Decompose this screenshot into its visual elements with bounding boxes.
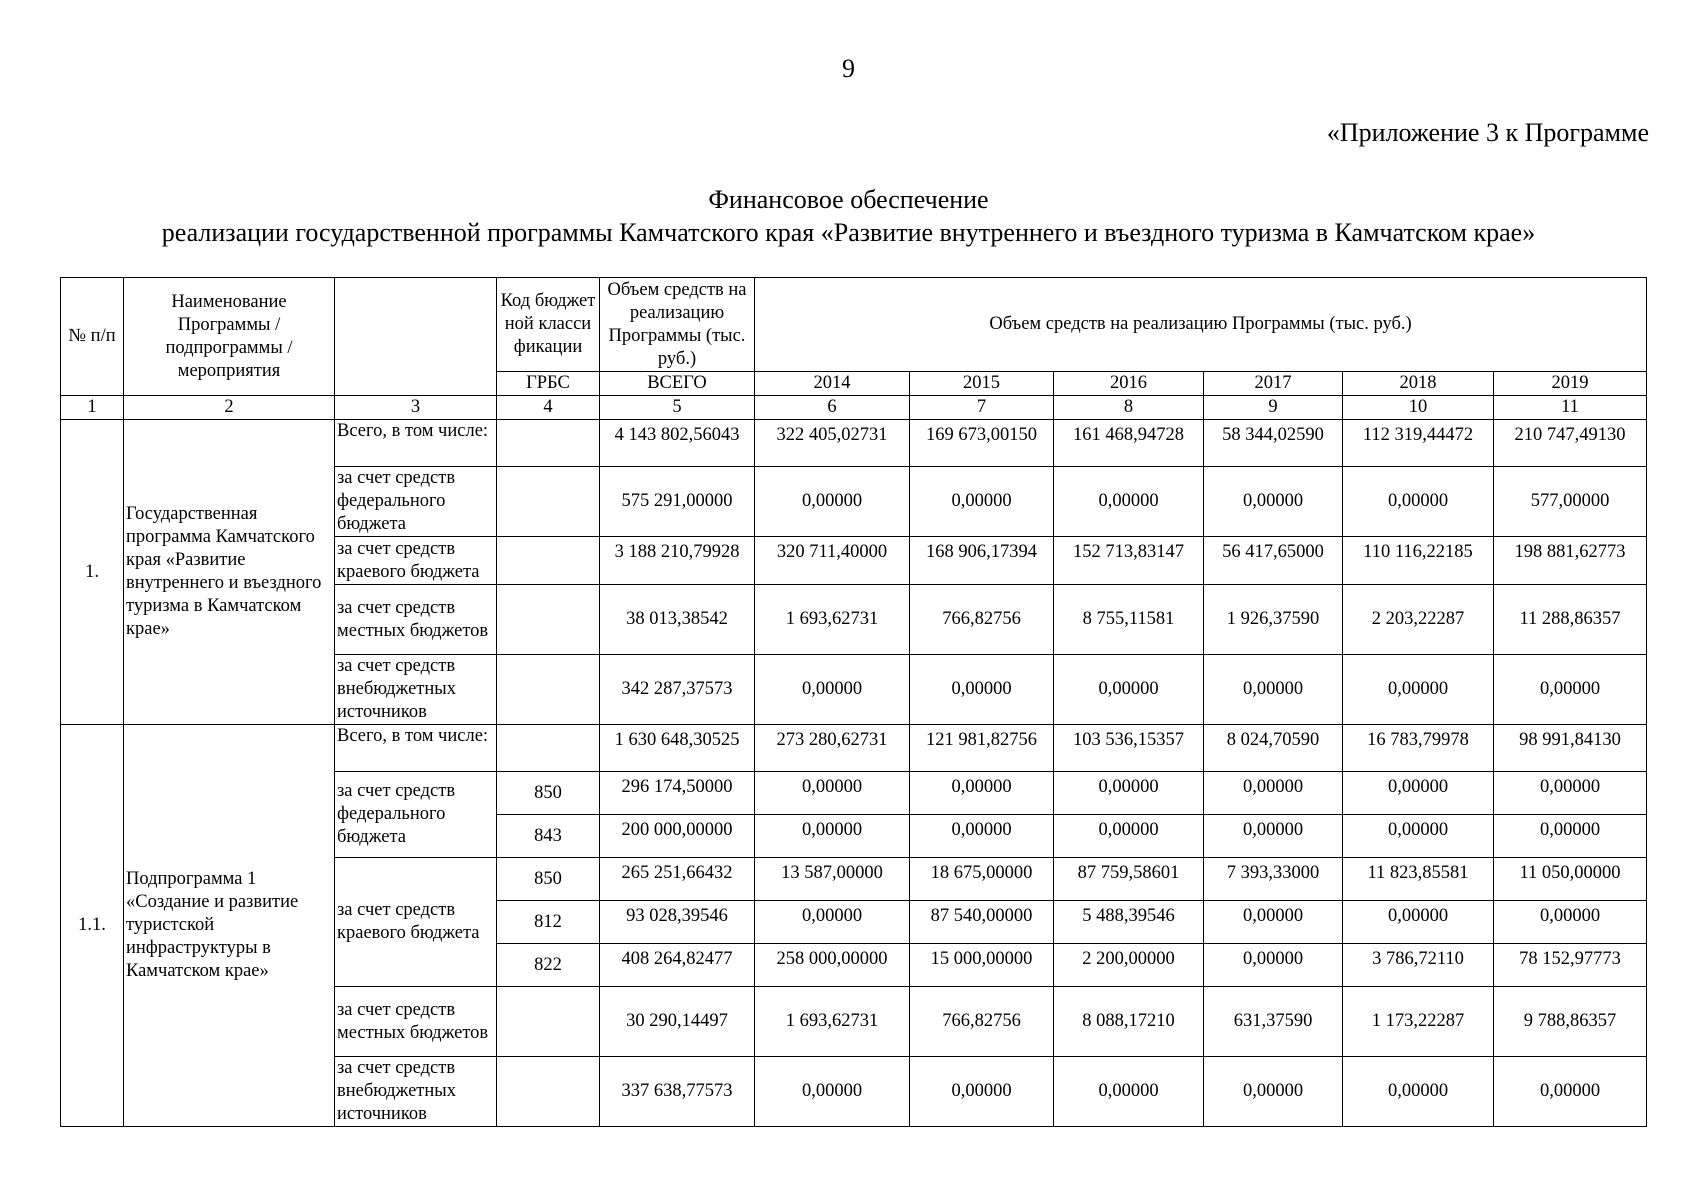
funding-source: за счет средств федерального бюджета xyxy=(335,467,497,537)
column-number-row xyxy=(61,396,1647,420)
column-number: 5 xyxy=(600,396,755,420)
financing-table xyxy=(60,277,1647,1127)
year-value: 9 788,86357 xyxy=(1494,987,1647,1057)
year-value: 198 881,62773 xyxy=(1494,537,1647,585)
funding-source: за счет средств внебюджетных источников xyxy=(335,1057,497,1127)
funding-source: за счет средств краевого бюджета xyxy=(335,858,497,987)
grbs-code xyxy=(497,655,600,725)
total-value: 1 630 648,30525 xyxy=(600,725,755,772)
year-value: 13 587,00000 xyxy=(755,858,910,901)
year-value: 11 050,00000 xyxy=(1494,858,1647,901)
year-value: 8 024,70590 xyxy=(1204,725,1343,772)
total-value: 337 638,77573 xyxy=(600,1057,755,1127)
header-year: 2019 xyxy=(1494,372,1647,396)
year-value: 0,00000 xyxy=(1343,467,1494,537)
header-total: Объем средств на реализацию Программы (тыс. руб.) xyxy=(600,278,755,372)
funding-source: Всего, в том числе: xyxy=(335,420,497,467)
total-value: 4 143 802,56043 xyxy=(600,420,755,467)
title-line-2: реализации государственной программы Камчатского края «Развитие внутреннего и въездного туризма в Камчатском крае» xyxy=(161,218,1536,247)
year-value: 3 786,72110 xyxy=(1343,944,1494,987)
grbs-code: 812 xyxy=(497,901,600,944)
grbs-code xyxy=(497,467,600,537)
row-number: 1. xyxy=(61,420,124,725)
funding-source: за счет средств местных бюджетов xyxy=(335,585,497,655)
year-value: 0,00000 xyxy=(910,655,1054,725)
total-value: 296 174,50000 xyxy=(600,772,755,815)
subprogram-name: Подпрограмма 1 «Создание и развитие туристской инфраструктуры в Камчатском крае» xyxy=(124,725,335,1127)
page-number: 9 xyxy=(842,54,855,83)
total-value: 93 028,39546 xyxy=(600,901,755,944)
year-value: 766,82756 xyxy=(910,585,1054,655)
total-value: 30 290,14497 xyxy=(600,987,755,1057)
document-title xyxy=(0,183,1697,249)
year-value: 0,00000 xyxy=(1054,655,1204,725)
year-value: 168 906,17394 xyxy=(910,537,1054,585)
grbs-code: 843 xyxy=(497,815,600,858)
year-value: 322 405,02731 xyxy=(755,420,910,467)
funding-source: за счет средств краевого бюджета xyxy=(335,537,497,585)
year-value: 0,00000 xyxy=(1494,815,1647,858)
year-value: 0,00000 xyxy=(1204,944,1343,987)
year-value: 0,00000 xyxy=(910,815,1054,858)
row-number: 1.1. xyxy=(61,725,124,1127)
year-value: 5 488,39546 xyxy=(1054,901,1204,944)
header-grbs: ГРБС xyxy=(497,372,600,396)
header-years-group: Объем средств на реализацию Программы (тыс. руб.) xyxy=(755,278,1647,372)
grbs-code xyxy=(497,1057,600,1127)
year-value: 78 152,97773 xyxy=(1494,944,1647,987)
year-value: 258 000,00000 xyxy=(755,944,910,987)
column-number: 8 xyxy=(1054,396,1204,420)
grbs-code: 850 xyxy=(497,772,600,815)
year-value: 0,00000 xyxy=(1343,815,1494,858)
year-value: 1 693,62731 xyxy=(755,987,910,1057)
year-value: 273 280,62731 xyxy=(755,725,910,772)
year-value: 2 203,22287 xyxy=(1343,585,1494,655)
year-value: 0,00000 xyxy=(1494,655,1647,725)
year-value: 0,00000 xyxy=(755,1057,910,1127)
year-value: 2 200,00000 xyxy=(1054,944,1204,987)
title-line-1: Финансовое обеспечение xyxy=(708,185,989,214)
year-value: 0,00000 xyxy=(1204,467,1343,537)
year-value: 0,00000 xyxy=(1343,772,1494,815)
total-value: 265 251,66432 xyxy=(600,858,755,901)
header-year: 2017 xyxy=(1204,372,1343,396)
table-row xyxy=(61,420,1647,467)
year-value: 0,00000 xyxy=(1204,655,1343,725)
year-value: 0,00000 xyxy=(1494,1057,1647,1127)
total-value: 342 287,37573 xyxy=(600,655,755,725)
year-value: 0,00000 xyxy=(1054,1057,1204,1127)
year-value: 0,00000 xyxy=(1204,772,1343,815)
year-value: 7 393,33000 xyxy=(1204,858,1343,901)
year-value: 0,00000 xyxy=(1054,772,1204,815)
header-vsego: ВСЕГО xyxy=(600,372,755,396)
year-value: 0,00000 xyxy=(1494,901,1647,944)
year-value: 87 759,58601 xyxy=(1054,858,1204,901)
year-value: 8 088,17210 xyxy=(1054,987,1204,1057)
year-value: 0,00000 xyxy=(755,655,910,725)
funding-source: Всего, в том числе: xyxy=(335,725,497,772)
year-value: 15 000,00000 xyxy=(910,944,1054,987)
year-value: 210 747,49130 xyxy=(1494,420,1647,467)
funding-source: за счет средств внебюджетных источников xyxy=(335,655,497,725)
header-source xyxy=(335,278,497,396)
year-value: 0,00000 xyxy=(1343,655,1494,725)
total-value: 575 291,00000 xyxy=(600,467,755,537)
header-name: Наименование Программы / подпрограммы / мероприятия xyxy=(124,278,335,396)
year-value: 11 288,86357 xyxy=(1494,585,1647,655)
appendix-caption: «Приложение 3 к Программе xyxy=(1326,118,1649,147)
year-value: 0,00000 xyxy=(1054,467,1204,537)
year-value: 0,00000 xyxy=(1204,815,1343,858)
year-value: 16 783,79978 xyxy=(1343,725,1494,772)
total-value: 200 000,00000 xyxy=(600,815,755,858)
grbs-code: 850 xyxy=(497,858,600,901)
column-number: 11 xyxy=(1494,396,1647,420)
total-value: 38 013,38542 xyxy=(600,585,755,655)
header-no: № п/п xyxy=(61,278,124,396)
year-value: 161 468,94728 xyxy=(1054,420,1204,467)
year-value: 0,00000 xyxy=(1204,901,1343,944)
year-value: 0,00000 xyxy=(1204,1057,1343,1127)
year-value: 0,00000 xyxy=(1343,901,1494,944)
program-name: Государственная программа Камчатского края «Развитие внутреннего и въездного туризма в Камчатском крае» xyxy=(124,420,335,725)
year-value: 98 991,84130 xyxy=(1494,725,1647,772)
year-value: 320 711,40000 xyxy=(755,537,910,585)
grbs-code xyxy=(497,987,600,1057)
year-value: 121 981,82756 xyxy=(910,725,1054,772)
year-value: 0,00000 xyxy=(755,901,910,944)
table-row xyxy=(61,725,1647,772)
year-value: 56 417,65000 xyxy=(1204,537,1343,585)
year-value: 577,00000 xyxy=(1494,467,1647,537)
grbs-code xyxy=(497,537,600,585)
header-year: 2016 xyxy=(1054,372,1204,396)
year-value: 766,82756 xyxy=(910,987,1054,1057)
header-code: Код бюджетной классификации xyxy=(497,278,600,372)
year-value: 0,00000 xyxy=(755,772,910,815)
year-value: 1 693,62731 xyxy=(755,585,910,655)
year-value: 1 173,22287 xyxy=(1343,987,1494,1057)
column-number: 7 xyxy=(910,396,1054,420)
funding-source: за счет средств местных бюджетов xyxy=(335,987,497,1057)
column-number: 4 xyxy=(497,396,600,420)
year-value: 0,00000 xyxy=(755,815,910,858)
year-value: 0,00000 xyxy=(1343,1057,1494,1127)
header-row xyxy=(61,278,1647,372)
year-value: 0,00000 xyxy=(1054,815,1204,858)
total-value: 3 188 210,79928 xyxy=(600,537,755,585)
year-value: 0,00000 xyxy=(1494,772,1647,815)
column-number: 3 xyxy=(335,396,497,420)
total-value: 408 264,82477 xyxy=(600,944,755,987)
year-value: 0,00000 xyxy=(910,1057,1054,1127)
year-value: 112 319,44472 xyxy=(1343,420,1494,467)
year-value: 8 755,11581 xyxy=(1054,585,1204,655)
year-value: 169 673,00150 xyxy=(910,420,1054,467)
year-value: 0,00000 xyxy=(755,467,910,537)
column-number: 10 xyxy=(1343,396,1494,420)
funding-source: за счет средств федерального бюджета xyxy=(335,772,497,858)
header-year: 2014 xyxy=(755,372,910,396)
column-number: 1 xyxy=(61,396,124,420)
header-year: 2015 xyxy=(910,372,1054,396)
year-value: 58 344,02590 xyxy=(1204,420,1343,467)
year-value: 0,00000 xyxy=(910,467,1054,537)
grbs-code xyxy=(497,725,600,772)
header-year: 2018 xyxy=(1343,372,1494,396)
year-value: 1 926,37590 xyxy=(1204,585,1343,655)
column-number: 9 xyxy=(1204,396,1343,420)
year-value: 18 675,00000 xyxy=(910,858,1054,901)
column-number: 6 xyxy=(755,396,910,420)
year-value: 0,00000 xyxy=(910,772,1054,815)
year-value: 152 713,83147 xyxy=(1054,537,1204,585)
year-value: 87 540,00000 xyxy=(910,901,1054,944)
grbs-code xyxy=(497,420,600,467)
year-value: 110 116,22185 xyxy=(1343,537,1494,585)
year-value: 631,37590 xyxy=(1204,987,1343,1057)
column-number: 2 xyxy=(124,396,335,420)
year-value: 11 823,85581 xyxy=(1343,858,1494,901)
grbs-code xyxy=(497,585,600,655)
year-value: 103 536,15357 xyxy=(1054,725,1204,772)
grbs-code: 822 xyxy=(497,944,600,987)
